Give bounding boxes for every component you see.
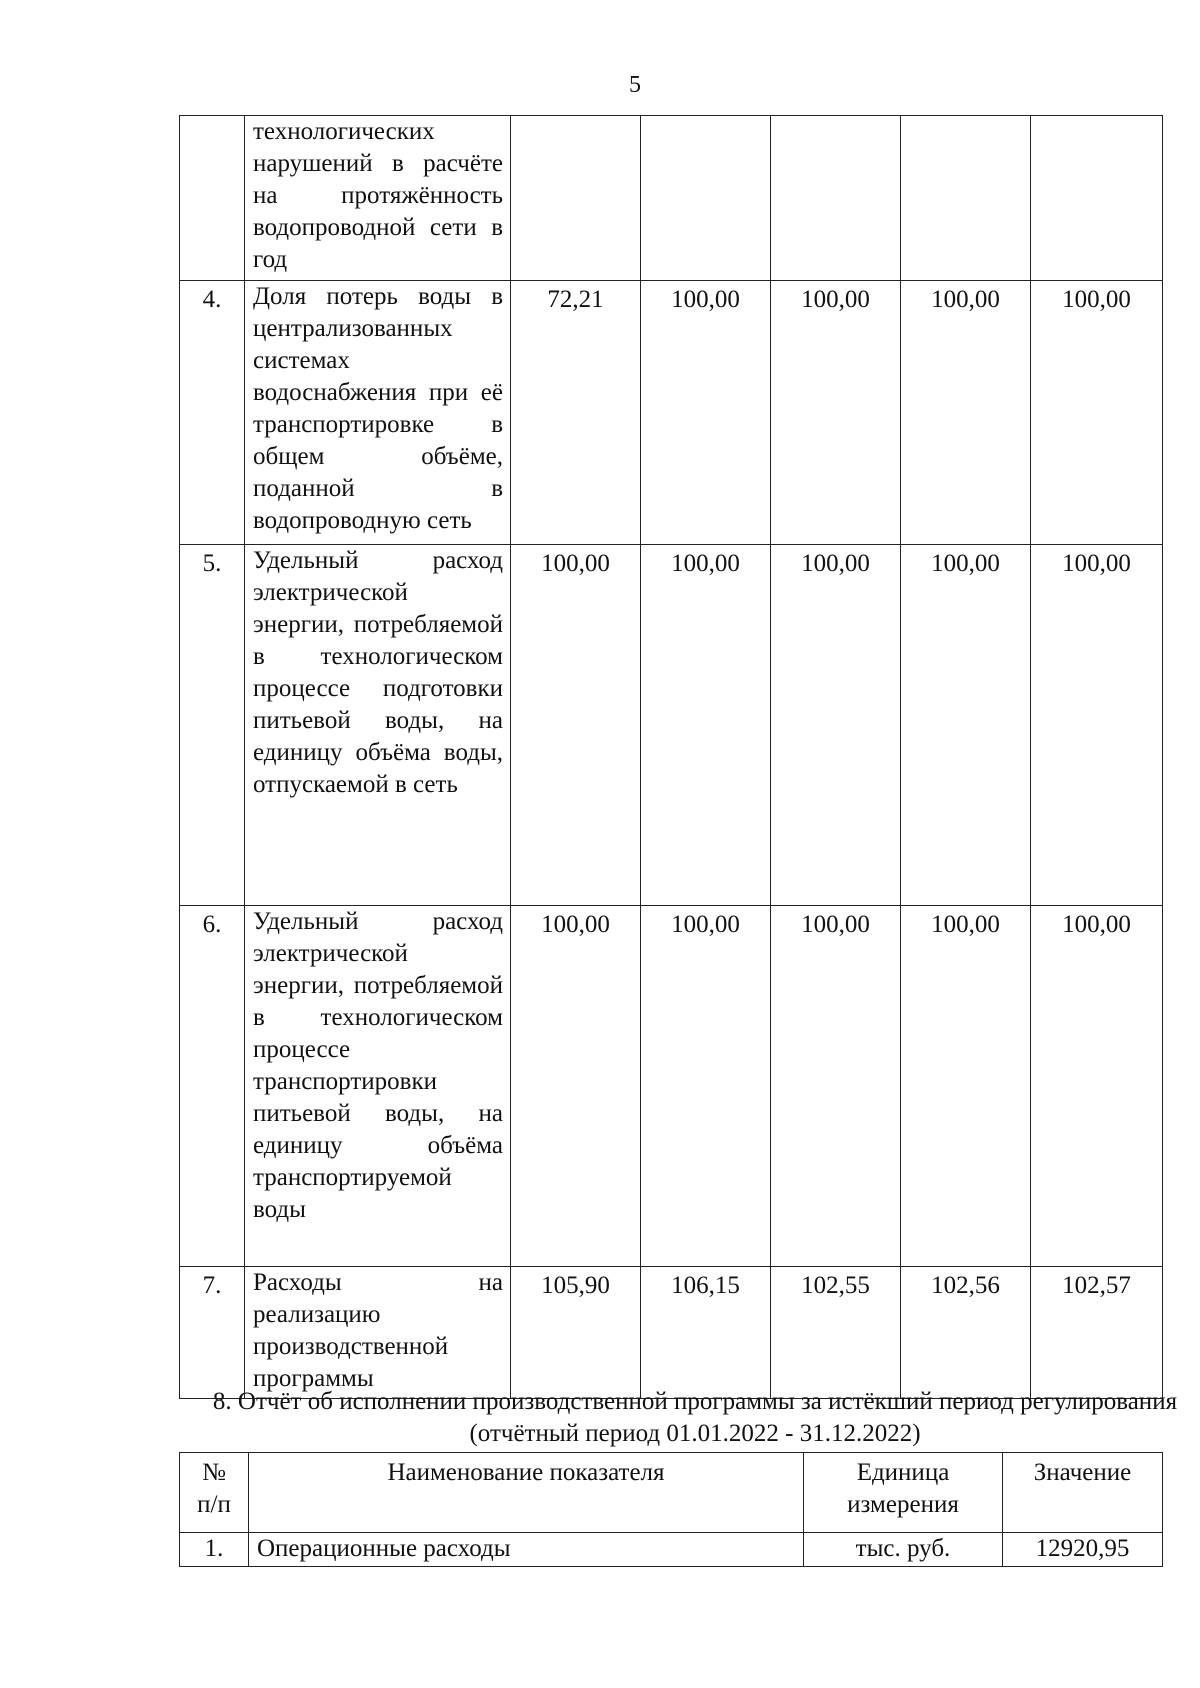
table-row	[180, 116, 1163, 281]
value-cell	[511, 116, 641, 281]
value-cell: 102,56	[901, 1267, 1031, 1399]
value-cell: 100,00	[511, 906, 641, 1267]
value-cell: 100,00	[901, 906, 1031, 1267]
table-row	[180, 545, 1163, 906]
value-cell	[641, 116, 771, 281]
value-cell: 100,00	[1031, 906, 1163, 1267]
value-cell: 105,90	[511, 1267, 641, 1399]
value-cell: 100,00	[901, 545, 1031, 906]
indicator-name: Удельный расход электрической энергии, потребляемой в технологическом процессе подготовки питьевой воды, на единицу объёма воды, отпускаемой в сеть	[245, 545, 511, 906]
value-cell: 102,57	[1031, 1267, 1163, 1399]
value-cell: 100,00	[641, 281, 771, 545]
indicator-name: Удельный расход электрической энергии, потребляемой в технологическом процессе транспортировки питьевой воды, на единицу объёма транспортируемой воды	[245, 906, 511, 1267]
table-row	[180, 906, 1163, 1267]
header-num: № п/п	[180, 1453, 249, 1533]
value-cell: 106,15	[641, 1267, 771, 1399]
row-number: 1.	[180, 1533, 249, 1567]
value-cell: 102,55	[771, 1267, 901, 1399]
indicator-name: технологических нарушений в расчёте на протяжённость водопроводной сети в год	[245, 116, 511, 281]
indicator-name: Операционные расходы	[249, 1533, 804, 1567]
report-table	[179, 1452, 1163, 1567]
value-cell: 100,00	[771, 906, 901, 1267]
row-number: 7.	[180, 1267, 245, 1399]
table-row	[180, 1533, 1163, 1567]
indicator-name: Расходы на реализацию производственной программы	[245, 1267, 511, 1399]
indicator-name: Доля потерь воды в централизованных системах водоснабжения при её транспортировке в общем объёме, поданной в водопроводную сеть	[245, 281, 511, 545]
value-cell	[901, 116, 1031, 281]
value-cell: 100,00	[771, 281, 901, 545]
value-cell: 100,00	[641, 906, 771, 1267]
indicators-table	[179, 115, 1163, 1399]
header-value: Значение	[1003, 1453, 1163, 1533]
value-cell: 100,00	[1031, 545, 1163, 906]
value-cell: 100,00	[1031, 281, 1163, 545]
value-cell: 100,00	[901, 281, 1031, 545]
page-number: 5	[629, 72, 641, 98]
value-cell: 100,00	[771, 545, 901, 906]
value-cell: 100,00	[641, 545, 771, 906]
value-cell: 72,21	[511, 281, 641, 545]
value-cell	[771, 116, 901, 281]
header-unit: Единица измерения	[804, 1453, 1003, 1533]
table-row	[180, 281, 1163, 545]
table-header-row	[180, 1453, 1163, 1533]
value-cell: 100,00	[511, 545, 641, 906]
header-name: Наименование показателя	[249, 1453, 804, 1533]
unit-cell: тыс. руб.	[804, 1533, 1003, 1567]
row-number: 5.	[180, 545, 245, 906]
value-cell: 12920,95	[1003, 1533, 1163, 1567]
value-cell	[1031, 116, 1163, 281]
row-number	[180, 116, 245, 281]
section-heading: 8. Отчёт об исполнении производственной программы за истёкший период регулирования (отчётный период 01.01.2022 - 31.12.2022)	[212, 1388, 1178, 1447]
table-row	[180, 1267, 1163, 1399]
row-number: 6.	[180, 906, 245, 1267]
row-number: 4.	[180, 281, 245, 545]
